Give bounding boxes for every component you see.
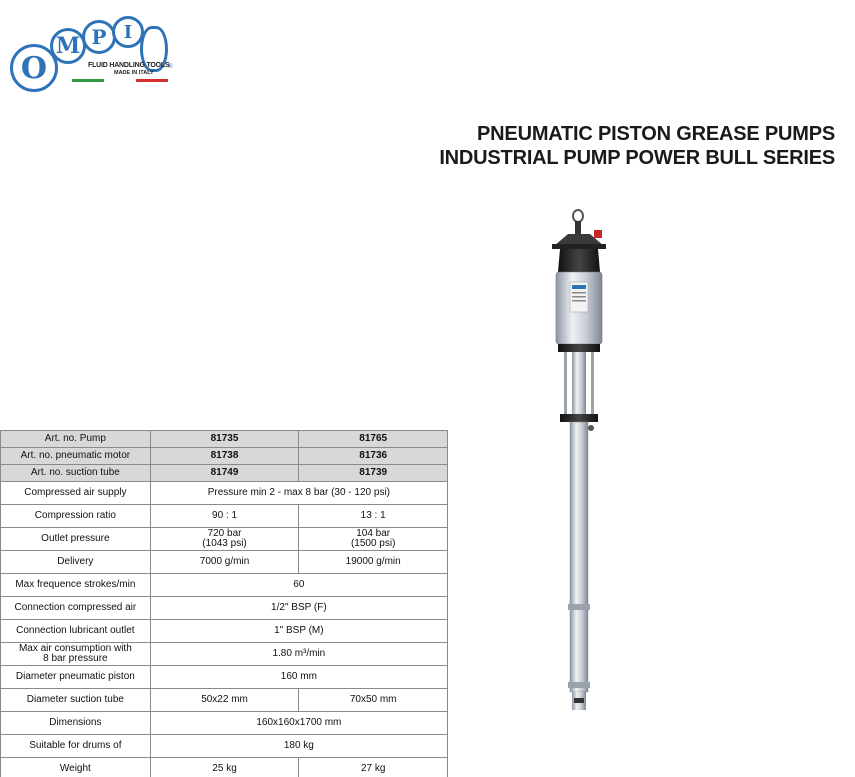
spec-label-cell: Max air consumption with 8 bar pressure <box>1 643 151 666</box>
spec-value-cell: 104 bar (1500 psi) <box>299 528 448 551</box>
title-line-2: INDUSTRIAL PUMP POWER BULL SERIES <box>439 147 835 169</box>
table-row <box>1 528 448 551</box>
spec-label-cell: Art. no. suction tube <box>1 465 151 482</box>
spec-value-cell: 81739 <box>299 465 448 482</box>
spec-value-cell: 81749 <box>150 465 299 482</box>
spec-value-cell: 90 : 1 <box>150 505 299 528</box>
title-line-1: PNEUMATIC PISTON GREASE PUMPS <box>477 123 835 145</box>
spec-label-cell: Art. no. Pump <box>1 431 151 448</box>
logo-letter: I <box>112 16 144 48</box>
flag-red <box>136 79 168 82</box>
spec-value-cell: 81736 <box>299 448 448 465</box>
logo-letter: P <box>82 20 116 54</box>
spec-label-cell: Compression ratio <box>1 505 151 528</box>
spec-label-cell: Dimensions <box>1 712 151 735</box>
logo-letter: O <box>10 44 58 92</box>
spec-label-cell: Suitable for drums of <box>1 735 151 758</box>
table-row <box>1 689 448 712</box>
spec-value-cell: Pressure min 2 - max 8 bar (30 - 120 psi) <box>150 482 447 505</box>
table-header-row <box>1 448 448 465</box>
table-row <box>1 505 448 528</box>
spec-label-cell: Diameter suction tube <box>1 689 151 712</box>
spec-value-cell: 60 <box>150 574 447 597</box>
logo-origin: MADE IN ITALY <box>114 70 154 76</box>
table-row <box>1 643 448 666</box>
spec-label-cell: Connection lubricant outlet <box>1 620 151 643</box>
logo-letter: M <box>50 28 86 64</box>
spec-label-cell: Max frequence strokes/min <box>1 574 151 597</box>
logo-tagline: FLUID HANDLING TOOLS <box>88 62 170 69</box>
table-row <box>1 551 448 574</box>
table-row <box>1 574 448 597</box>
spec-label-cell: Compressed air supply <box>1 482 151 505</box>
table-row <box>1 712 448 735</box>
spec-value-cell: 81765 <box>299 431 448 448</box>
table-row <box>1 666 448 689</box>
table-header-row <box>1 431 448 448</box>
spec-value-cell: 13 : 1 <box>299 505 448 528</box>
table-row <box>1 758 448 777</box>
registered-mark: ® <box>168 64 173 70</box>
spec-value-cell: 25 kg <box>150 758 299 777</box>
flag-green <box>72 79 104 82</box>
spec-value-cell: 19000 g/min <box>299 551 448 574</box>
ompi-logo <box>10 14 180 94</box>
spec-value-cell: 160x160x1700 mm <box>150 712 447 735</box>
spec-label-cell: Art. no. pneumatic motor <box>1 448 151 465</box>
spec-label-cell: Weight <box>1 758 151 777</box>
spec-value-cell: 50x22 mm <box>150 689 299 712</box>
table-row <box>1 735 448 758</box>
spec-table <box>0 430 448 777</box>
table-row <box>1 597 448 620</box>
table-header-row <box>1 465 448 482</box>
table-row <box>1 482 448 505</box>
spec-value-cell: 7000 g/min <box>150 551 299 574</box>
spec-value-cell: 180 kg <box>150 735 447 758</box>
flag-white <box>104 79 136 82</box>
spec-value-cell: 81735 <box>150 431 299 448</box>
italian-flag-stripe <box>72 79 168 82</box>
spec-value-cell: 70x50 mm <box>299 689 448 712</box>
spec-table-body <box>1 431 448 777</box>
spec-value-cell: 160 mm <box>150 666 447 689</box>
spec-label-cell: Outlet pressure <box>1 528 151 551</box>
spec-value-cell: 720 bar (1043 psi) <box>150 528 299 551</box>
table-row <box>1 620 448 643</box>
spec-label-cell: Diameter pneumatic piston <box>1 666 151 689</box>
page-title <box>439 122 835 170</box>
spec-value-cell: 27 kg <box>299 758 448 777</box>
spec-value-cell: 1.80 m³/min <box>150 643 447 666</box>
spec-value-cell: 81738 <box>150 448 299 465</box>
spec-label-cell: Delivery <box>1 551 151 574</box>
spec-value-cell: 1/2" BSP (F) <box>150 597 447 620</box>
spec-label-cell: Connection compressed air <box>1 597 151 620</box>
spec-value-cell: 1" BSP (M) <box>150 620 447 643</box>
grease-pump-illustration <box>540 206 630 726</box>
